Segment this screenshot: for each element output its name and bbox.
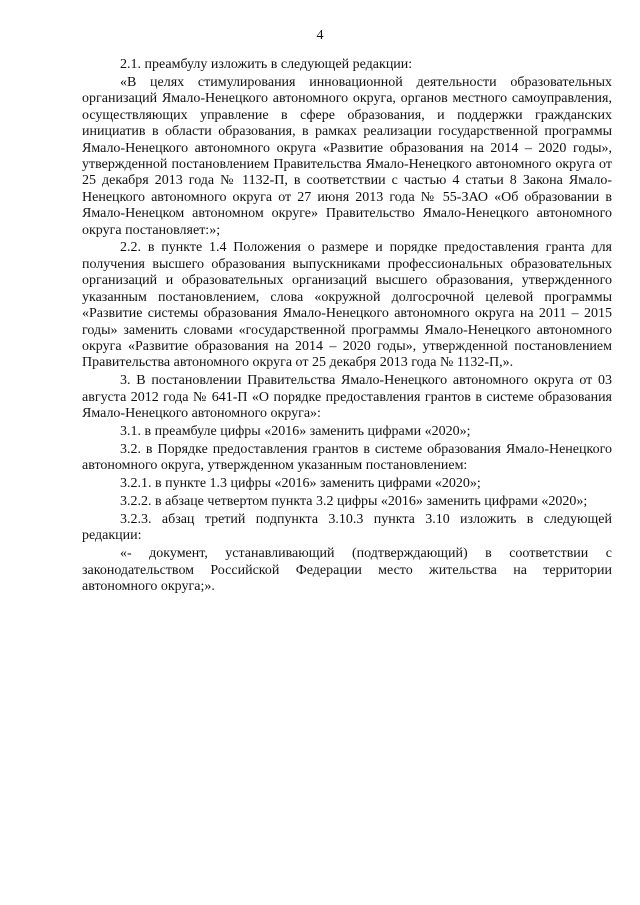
paragraph-3-2-1: 3.2.1. в пункте 1.3 цифры «2016» заменить цифрами «2020»;: [120, 476, 481, 492]
page-number: 4: [316, 28, 324, 43]
paragraph-3-1: 3.1. в преамбуле цифры «2016» заменить цифрами «2020»;: [120, 423, 471, 439]
paragraph-3-2-3: 3.2.3. абзац третий подпункта 3.10.3 пункта 3.10 изложить в следующей редакции:: [82, 511, 612, 544]
paragraph-2-1: 2.1. преамбулу изложить в следующей редакции:: [120, 57, 413, 72]
paragraph-3-2: 3.2. в Порядке предоставления грантов в системе образования Ямало-Ненецкого автономного округа, утвержденном указанным постановлением:: [82, 441, 612, 474]
paragraph-preamble-text: «В целях стимулирования инновационной деятельности образовательных организаций Ямало-Ненецкого автономного округа, органов местного самоуправления, осуществляющих управление в сфере образования, и поддержки гражданских инициатив в области образования, в рамках реализации государственной программы Ямало-Ненецкого автономного округа «Развитие образования на 2014 – 2020 годы», утвержденной постановлением Правительства Ямало-Ненецкого автономного округа от 25 декабря 2013 года № 1132-П, в соответствии с частью 4 статьи 8 Закона Ямало-Ненецкого автономного округа от 27 июня 2013 года № 55-ЗАО «Об образовании в Ямало-Ненецком автономном округе» Правительство Ямало-Ненецкого автономного округа постановляет:»;: [82, 74, 612, 238]
paragraph-2-2: 2.2. в пункте 1.4 Положения о размере и порядке предоставления гранта для получения высшего образования выпускниками профессиональных образовательных организаций и образовательных организаций высшего образования, утвержденного указанным постановлением, слова «окружной долгосрочной целевой программы «Развитие системы образования Ямало-Ненецкого автономного округа на 2011 – 2015 годы» заменить словами «государственной программы Ямало-Ненецкого автономного округа «Развитие образования на 2014 – 2020 годы», утвержденной постановлением Правительства автономного округа от 25 декабря 2013 года № 1132-П,».: [82, 240, 612, 371]
paragraph-3-2-2: 3.2.2. в абзаце четвертом пункта 3.2 цифры «2016» заменить цифрами «2020»;: [120, 494, 588, 510]
document-body: [82, 57, 612, 596]
paragraph-3: 3. В постановлении Правительства Ямало-Ненецкого автономного округа от 03 августа 2012 года № 641-П «О порядке предоставления грантов в системе образования Ямало-Ненецкого автономного округа»:: [82, 373, 612, 422]
paragraph-quoted-document: «- документ, устанавливающий (подтверждающий) в соответствии с законодательством Российской Федерации место жительства на территории автономного округа;».: [82, 546, 612, 595]
